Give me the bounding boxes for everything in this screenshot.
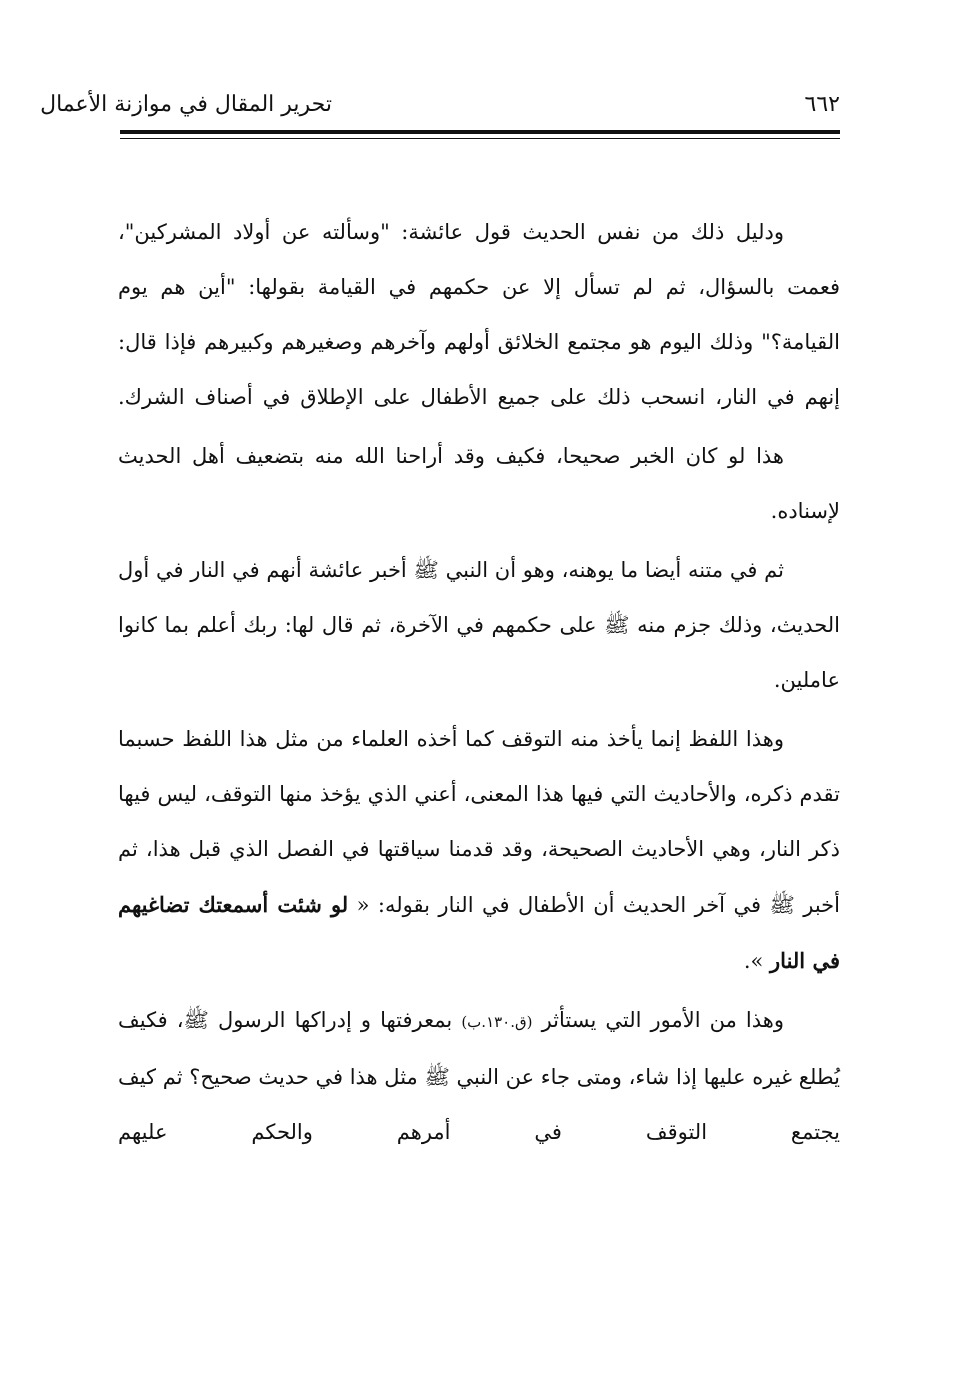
paragraph <box>118 993 840 1160</box>
paragraph-text: بمعرفتها و إدراكها الرسول ﷺ، فكيف يُطلع غيره عليها إذا شاء، ومتى جاء عن النبي ﷺ مثل هذا في حديث صحيح؟ ثم كيف يجتمع التوقف في أمرهم والحكم عليهم <box>117 1008 840 1144</box>
paragraph-text: ودليل ذلك من نفس الحديث قول عائشة: "وسألته عن أولاد المشركين"، فعمت بالسؤال، ثم لم تسأل إلا عن حكمهم في القيامة بقولها: "أين هم يوم القيامة؟" وذلك اليوم هو مجتمع الخلائق أولهم وآخرهم وصغيرهم وكبيرهم فإذا قال: إنهم في النار، انسحب ذلك على جميع الأطفال على الإطلاق في أصناف الشرك. <box>118 220 840 409</box>
paragraph <box>118 205 840 425</box>
paragraph-text: وهذا من الأمور التي يستأثر <box>532 1008 784 1032</box>
running-title: تحرير المقال في موازنة الأعمال <box>40 92 332 117</box>
paragraph-text: ثم في متنه أيضا ما يوهنه، وهو أن النبي ﷺ أخبر عائشة أنهم في النار في أول الحديث، وذلك جزم منه ﷺ على حكمهم في الآخرة، ثم قال لها: ربك أعلم بما كانوا عاملين. <box>118 558 840 692</box>
paragraph <box>118 543 840 708</box>
folio-marker: (ق.١٣٠.ب) <box>461 1013 533 1031</box>
hadith-quote: لو شئت أسمعتك تضاغيهم في النار <box>118 892 840 973</box>
page-number: ٦٦٢ <box>804 92 840 117</box>
body-text <box>118 205 840 1164</box>
header-rule-thick <box>120 130 840 134</box>
paragraph-text: هذا لو كان الخبر صحيحا، فكيف وقد أراحنا الله منه بتضعيف أهل الحديث لإسناده. <box>118 444 840 523</box>
paragraph-text: وهذا اللفظ إنما يأخذ منه التوقف كما أخذه العلماء من مثل هذا اللفظ حسبما تقدم ذكره، والأحاديث التي فيها هذا المعنى، أعني الذي يؤخذ منها التوقف، ليس فيها ذكر النار، وهي الأحاديث الصحيحة، وقد قدمنا سياقتها في الفصل الذي قبل هذا، ثم أخبر ﷺ في آخر الحديث أن الأطفال في النار بقوله: « <box>118 727 840 917</box>
header-rule-thin <box>120 138 840 139</box>
paragraph-text: ». <box>743 949 771 973</box>
running-header <box>40 88 840 132</box>
paragraph <box>118 429 840 539</box>
paragraph <box>118 712 840 989</box>
